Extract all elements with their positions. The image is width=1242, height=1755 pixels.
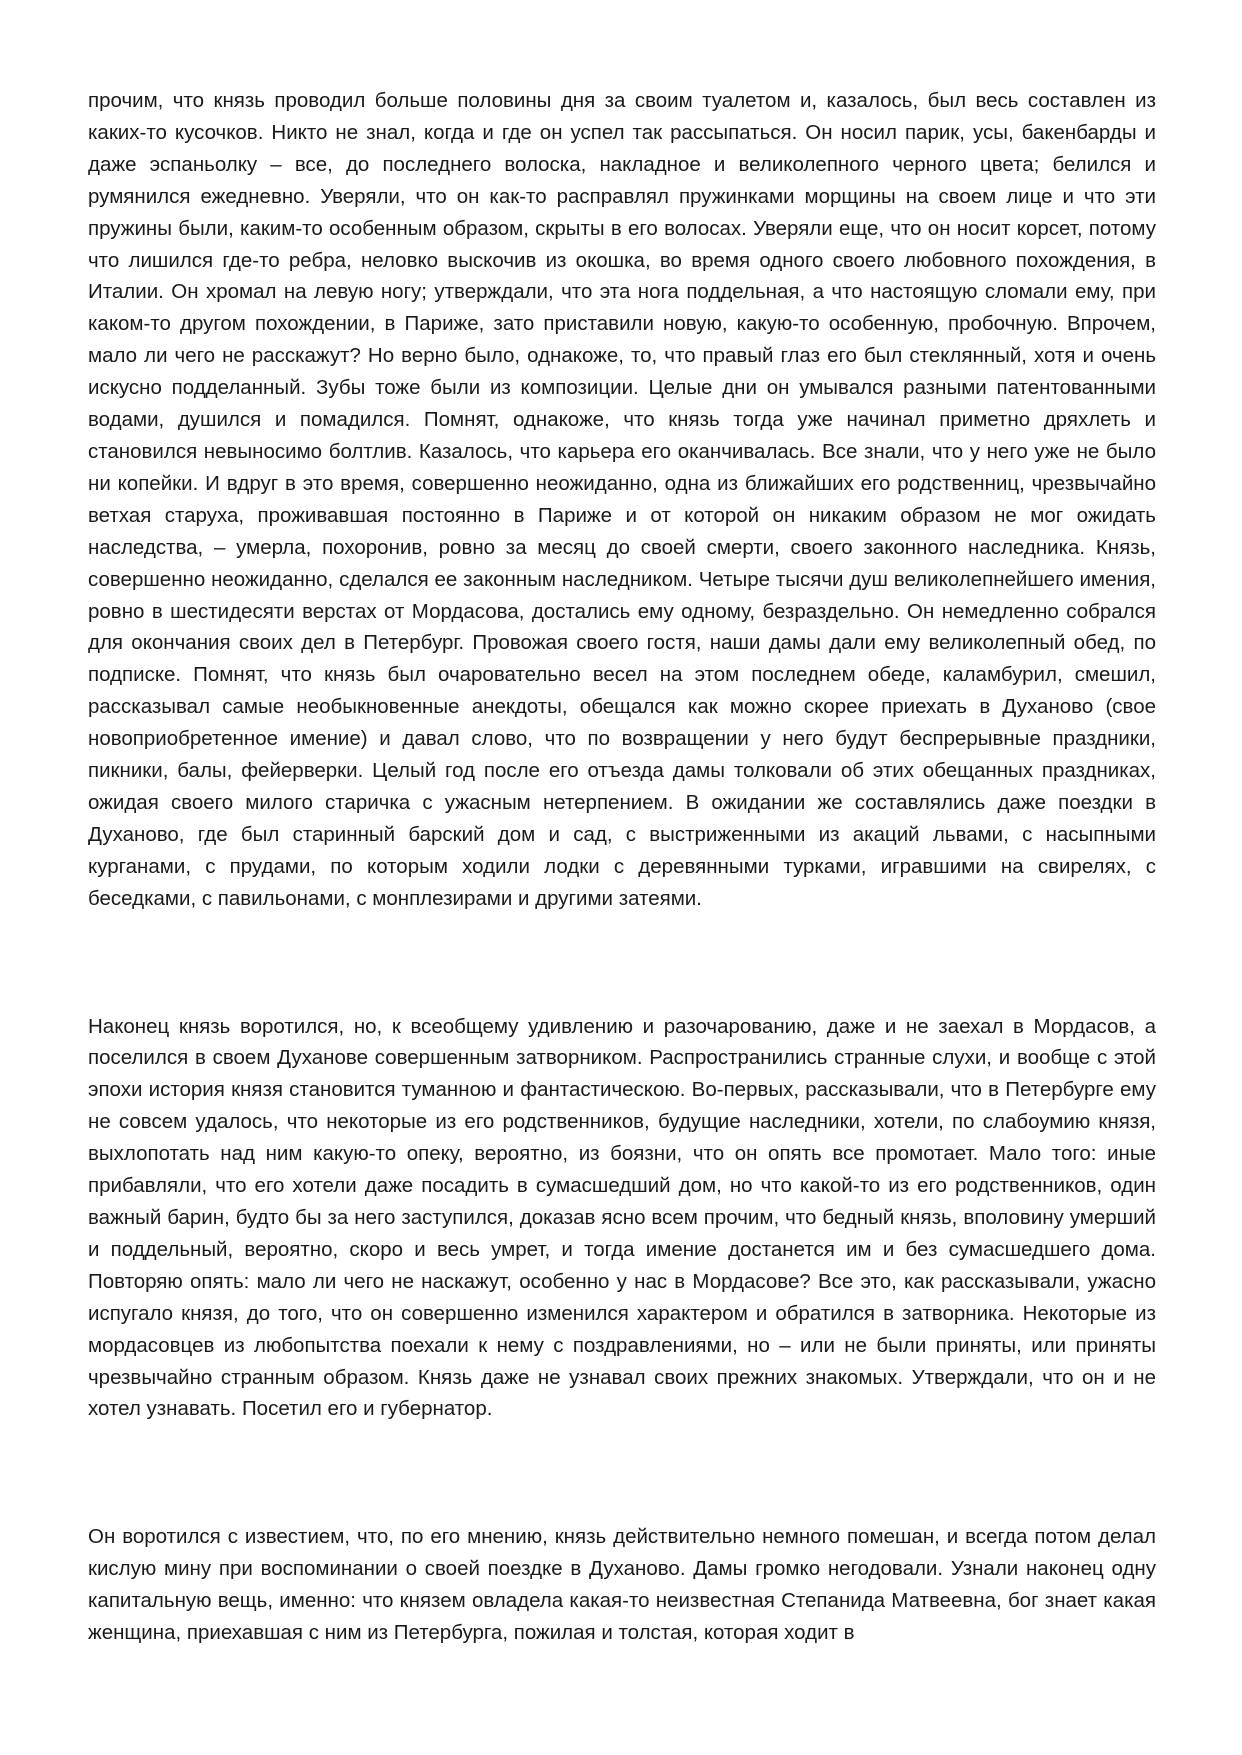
paragraph-1: прочим, что князь проводил больше половины дня за своим туалетом и, казалось, был весь составлен из каких-то кусочков. Никто не знал, когда и где он успел так рассыпаться. Он носил парик, усы, бакенбарды и даже эспаньолку – все, до последнего волоска, накладное и великолепного черного цвета; белился и румянился ежедневно. Уверяли, что он как-то расправлял пружинками морщины на своем лице и что эти пружины были, каким-то особенным образом, скрыты в его волосах. Уверяли еще, что он носит корсет, потому что лишился где-то ребра, неловко выскочив из окошка, во время одного своего любовного похождения, в Италии. Он хромал на левую ногу; утверждали, что эта нога поддельная, а что настоящую сломали ему, при каком-то другом похождении, в Париже, зато приставили новую, какую-то особенную, пробочную. Впрочем, мало ли чего не расскажут? Но верно было, однакоже, то, что правый глаз его был стеклянный, хотя и очень искусно подделанный. Зубы тоже были из композиции. Целые дни он умывался разными патентованными водами, душился и помадился. Помнят, однакоже, что князь тогда уже начинал приметно дряхлеть и становился невыносимо болтлив. Казалось, что карьера его оканчивалась. Все знали, что у него уже не было ни копейки. И вдруг в это время, совершенно неожиданно, одна из ближайших его родственниц, чрезвычайно ветхая старуха, проживавшая постоянно в Париже и от которой он никаким образом не мог ожидать наследства, – умерла, похоронив, ровно за месяц до своей смерти, своего законного наследника. Князь, совершенно неожиданно, сделался ее законным наследником. Четыре тысячи душ великолепнейшего имения, ровно в шестидесяти верстах от Мордасова, достались ему одному, безраздельно. Он немедленно собрался для окончания своих дел в Петербург. Провожая своего гостя, наши дамы дали ему великолепный обед, по подписке. Помнят, что князь был очаровательно весел на этом последнем обеде, каламбурил, смешил, рассказывал самые необыкновенные анекдоты, обещался как можно скорее приехать в Духаново (свое новоприобретенное имение) и давал слово, что по возвращении у него будут беспрерывные праздники, пикники, балы, фейерверки. Целый год после его отъезда дамы толковали об этих обещанных праздниках, ожидая своего милого старичка с ужасным нетерпением. В ожидании же составлялись даже поездки в Духаново, где был старинный барский дом и сад, с выстриженными из акаций львами, с насыпными курганами, с прудами, по которым ходили лодки с деревянными турками, игравшими на свирелях, с беседками, с павильонами, с монплезирами и другими затеями.: [88, 89, 1156, 910]
document-page: [88, 85, 1156, 1649]
paragraph-2: Наконец князь воротился, но, к всеобщему удивлению и разочарованию, даже и не заехал в Мордасов, а поселился в своем Духанове совершенным затворником. Распространились странные слухи, и вообще с этой эпохи история князя становится туманною и фантастическою. Во-первых, рассказывали, что в Петербурге ему не совсем удалось, что некоторые из его родственников, будущие наследники, хотели, по слабоумию князя, выхлопотать над ним какую-то опеку, вероятно, из боязни, что он опять все промотает. Мало того: иные прибавляли, что его хотели даже посадить в сумасшедший дом, но что какой-то из его родственников, один важный барин, будто бы за него заступился, доказав ясно всем прочим, что бедный князь, вполовину умерший и поддельный, вероятно, скоро и весь умрет, и тогда имение достанется им и без сумасшедшего дома. Повторяю опять: мало ли чего не наскажут, особенно у нас в Мордасове? Все это, как рассказывали, ужасно испугало князя, до того, что он совершенно изменился характером и обратился в затворника. Некоторые из мордасовцев из любопытства поехали к нему с поздравлениями, но – или не были приняты, или приняты чрезвычайно странным образом. Князь даже не узнавал своих прежних знакомых. Утверждали, что он и не хотел узнавать. Посетил его и губернатор.: [88, 1014, 1156, 1421]
paragraph-3: Он воротился с известием, что, по его мнению, князь действительно немного помешан, и всегда потом делал кислую мину при воспоминании о своей поездке в Духаново. Дамы громко негодовали. Узнали наконец одну капитальную вещь, именно: что князем овладела какая-то неизвестная Степанида Матвеевна, бог знает какая женщина, приехавшая с ним из Петербурга, пожилая и толстая, которая ходит в: [88, 1525, 1156, 1645]
